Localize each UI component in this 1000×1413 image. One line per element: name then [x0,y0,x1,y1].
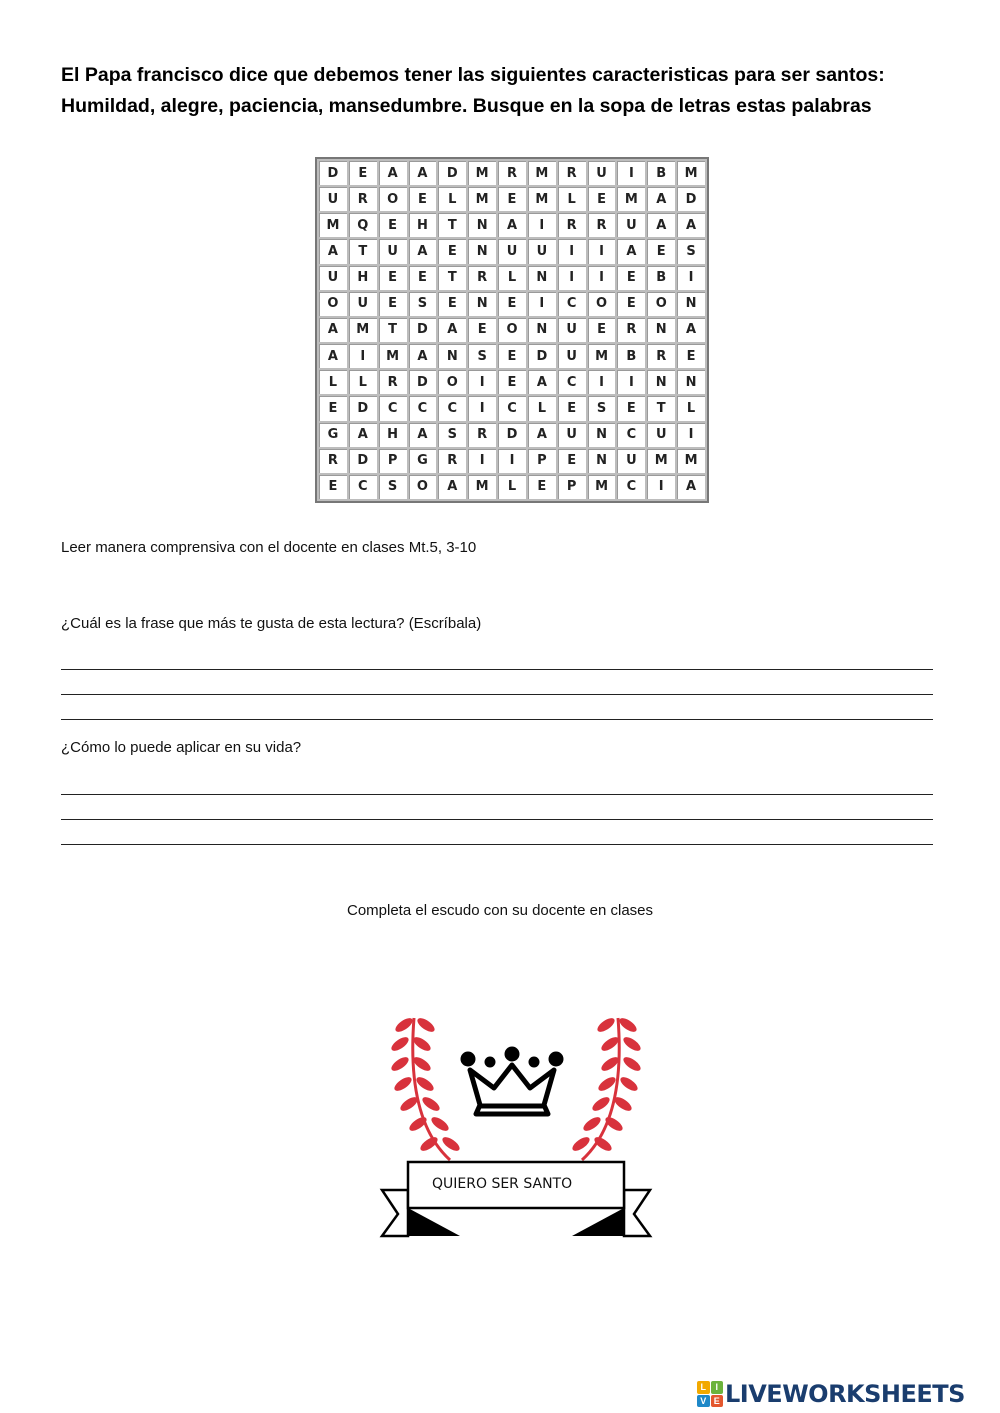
grid-cell[interactable]: T [438,266,466,290]
grid-cell[interactable]: R [498,161,526,185]
grid-cell[interactable]: C [617,423,645,447]
grid-cell[interactable]: E [558,396,586,420]
grid-cell[interactable]: C [498,396,526,420]
grid-cell[interactable]: A [409,239,437,263]
grid-cell[interactable]: O [379,187,407,211]
logo-letter: E [711,1395,724,1408]
grid-cell[interactable]: T [647,396,675,420]
grid-cell[interactable]: M [468,161,496,185]
grid-cell[interactable]: A [349,423,377,447]
banner-ribbon [382,1162,650,1236]
grid-cell[interactable]: Q [349,213,377,237]
grid-cell[interactable]: A [677,318,705,342]
grid-cell[interactable]: I [468,396,496,420]
grid-cell[interactable]: D [677,187,705,211]
grid-cell[interactable]: M [588,344,616,368]
grid-cell[interactable]: O [319,292,347,316]
grid-cell[interactable]: E [498,187,526,211]
grid-cell[interactable]: E [468,318,496,342]
grid-cell[interactable]: O [409,475,437,499]
grid-cell[interactable]: I [617,370,645,394]
grid-cell[interactable]: R [558,161,586,185]
grid-cell[interactable]: I [558,266,586,290]
grid-cell[interactable]: N [468,292,496,316]
grid-cell[interactable]: O [498,318,526,342]
grid-cell[interactable]: M [319,213,347,237]
grid-cell[interactable]: A [617,239,645,263]
grid-cell[interactable]: R [319,449,347,473]
grid-cell[interactable]: U [558,318,586,342]
grid-cell[interactable]: U [319,187,347,211]
grid-cell[interactable]: C [349,475,377,499]
grid-cell[interactable]: A [647,213,675,237]
grid-cell[interactable]: A [409,344,437,368]
grid-cell[interactable]: R [558,213,586,237]
grid-cell[interactable]: M [528,187,556,211]
grid-cell[interactable]: L [528,396,556,420]
laurel-leaf [389,1055,411,1074]
grid-cell[interactable]: T [349,239,377,263]
word-search-puzzle [315,157,709,503]
grid-cell[interactable]: E [319,396,347,420]
question-favorite-phrase: ¿Cuál es la frase que más te gusta de esta lectura? (Escríbala) [61,615,482,632]
shield-instruction: Completa el escudo con su docente en clases [346,902,654,919]
grid-cell[interactable]: R [379,370,407,394]
grid-cell[interactable]: T [438,213,466,237]
laurel-leaf [621,1055,643,1074]
grid-cell[interactable]: S [438,423,466,447]
laurel-leaf [617,1016,639,1035]
grid-cell[interactable]: E [647,239,675,263]
grid-cell[interactable]: E [617,396,645,420]
grid-cell[interactable]: E [379,213,407,237]
laurel-leaf [618,1075,640,1094]
grid-cell[interactable]: N [647,318,675,342]
grid-cell[interactable]: L [349,370,377,394]
grid-cell[interactable]: H [379,423,407,447]
right-laurel-icon [570,1016,643,1160]
grid-cell[interactable]: U [379,239,407,263]
grid-cell[interactable]: U [647,423,675,447]
laurel-leaf [393,1016,415,1035]
grid-cell[interactable]: I [588,370,616,394]
grid-cell[interactable]: R [468,266,496,290]
grid-cell[interactable]: U [588,161,616,185]
grid-cell[interactable]: E [498,292,526,316]
laurel-leaf [581,1115,603,1134]
instructions-line-2: Humildad, alegre, paciencia, mansedumbre. Busque en la sopa de letras estas palabras [61,95,872,117]
grid-cell[interactable]: S [409,292,437,316]
grid-cell[interactable]: C [617,475,645,499]
grid-cell[interactable]: I [588,266,616,290]
grid-cell[interactable]: P [558,475,586,499]
laurel-leaf [389,1035,411,1054]
grid-cell[interactable]: S [468,344,496,368]
grid-cell[interactable]: B [647,266,675,290]
logo-letter: L [697,1381,710,1394]
instructions-line-1: El Papa francisco dice que debemos tener las siguientes caracteristicas para ser santos: [61,64,885,86]
grid-cell[interactable]: U [528,239,556,263]
grid-cell[interactable]: E [617,292,645,316]
answer-line[interactable] [61,819,933,820]
grid-cell[interactable]: U [558,344,586,368]
grid-cell[interactable]: R [588,213,616,237]
grid-cell[interactable]: H [409,213,437,237]
laurel-leaf [570,1135,592,1154]
grid-cell[interactable]: N [468,239,496,263]
grid-cell[interactable]: R [647,344,675,368]
grid-cell[interactable]: U [558,423,586,447]
grid-cell[interactable]: M [677,161,705,185]
left-laurel-icon [389,1016,462,1160]
grid-cell[interactable]: M [468,187,496,211]
grid-cell[interactable]: R [617,318,645,342]
grid-cell[interactable]: E [498,370,526,394]
laurel-leaf [595,1016,617,1035]
grid-cell[interactable]: S [379,475,407,499]
grid-cell[interactable]: N [528,266,556,290]
grid-cell[interactable]: M [528,161,556,185]
answer-line[interactable] [61,844,933,845]
grid-cell[interactable]: A [409,423,437,447]
grid-cell[interactable]: I [468,449,496,473]
grid-cell[interactable]: P [528,449,556,473]
grid-cell[interactable]: U [617,213,645,237]
grid-cell[interactable]: N [528,318,556,342]
grid-cell[interactable]: I [588,239,616,263]
grid-cell[interactable]: C [438,396,466,420]
grid-cell[interactable]: R [468,423,496,447]
grid-cell[interactable]: H [349,266,377,290]
grid-cell[interactable]: D [438,161,466,185]
grid-cell[interactable]: E [319,475,347,499]
grid-cell[interactable]: D [319,161,347,185]
grid-cell[interactable]: C [558,370,586,394]
grid-cell[interactable]: D [528,344,556,368]
grid-cell[interactable]: L [438,187,466,211]
grid-cell[interactable]: M [468,475,496,499]
laurel-leaf [599,1035,621,1054]
grid-cell[interactable]: P [379,449,407,473]
emblem-graphic [378,1010,654,1242]
grid-cell[interactable]: M [588,475,616,499]
grid-cell[interactable]: S [677,239,705,263]
logo-letter: I [711,1381,724,1394]
grid-cell[interactable]: E [528,475,556,499]
grid-cell[interactable]: A [319,318,347,342]
grid-cell[interactable]: G [409,449,437,473]
laurel-leaf [621,1035,643,1054]
grid-cell[interactable]: R [438,449,466,473]
answer-line[interactable] [61,794,933,795]
grid-cell[interactable]: E [349,161,377,185]
grid-cell[interactable]: L [498,475,526,499]
grid-cell[interactable]: A [319,344,347,368]
grid-cell[interactable]: E [558,449,586,473]
reading-instruction: Leer manera comprensiva con el docente en clases Mt.5, 3-10 [61,539,477,556]
grid-cell[interactable]: D [498,423,526,447]
word-search-grid [319,161,705,499]
grid-cell[interactable]: N [468,213,496,237]
grid-cell[interactable]: S [588,396,616,420]
grid-cell[interactable]: O [588,292,616,316]
grid-cell[interactable]: E [677,344,705,368]
liveworksheets-brand[interactable] [697,1377,995,1411]
grid-cell[interactable]: I [498,449,526,473]
laurel-leaf [590,1095,612,1114]
grid-cell[interactable]: R [349,187,377,211]
instructions-heading [61,60,941,122]
laurel-leaf [392,1075,414,1094]
grid-cell[interactable]: E [498,344,526,368]
grid-cell[interactable]: O [647,292,675,316]
grid-cell[interactable]: I [677,266,705,290]
question-apply-life: ¿Cómo lo puede aplicar en su vida? [61,739,302,756]
grid-cell[interactable]: A [379,161,407,185]
saint-emblem [378,1010,654,1242]
grid-cell[interactable]: I [468,370,496,394]
brand-name: LIVEWORKSHEETS [725,1380,965,1408]
grid-cell[interactable]: N [438,344,466,368]
grid-cell[interactable]: I [558,239,586,263]
grid-cell[interactable]: I [617,161,645,185]
grid-cell[interactable]: I [528,213,556,237]
grid-cell[interactable]: U [498,239,526,263]
grid-cell[interactable]: A [528,423,556,447]
grid-cell[interactable]: B [647,161,675,185]
grid-cell[interactable]: M [617,187,645,211]
grid-cell[interactable]: U [349,292,377,316]
grid-cell[interactable]: E [379,292,407,316]
laurel-leaf [415,1016,437,1035]
grid-cell[interactable]: I [528,292,556,316]
answer-line[interactable] [61,719,933,720]
grid-cell[interactable]: N [647,370,675,394]
grid-cell[interactable]: D [409,370,437,394]
grid-cell[interactable]: M [647,449,675,473]
grid-cell[interactable]: M [677,449,705,473]
grid-cell[interactable]: L [677,396,705,420]
grid-cell[interactable]: A [319,239,347,263]
grid-cell[interactable]: E [409,266,437,290]
grid-cell[interactable]: A [647,187,675,211]
grid-cell[interactable]: E [617,266,645,290]
grid-cell[interactable]: U [617,449,645,473]
grid-cell[interactable]: N [588,449,616,473]
laurel-leaf [411,1035,433,1054]
grid-cell[interactable]: T [379,318,407,342]
grid-cell[interactable]: D [349,449,377,473]
laurel-leaf [440,1135,462,1154]
grid-cell[interactable]: L [558,187,586,211]
grid-cell[interactable]: I [349,344,377,368]
grid-cell[interactable]: A [438,475,466,499]
grid-cell[interactable]: A [677,475,705,499]
grid-cell[interactable]: A [409,161,437,185]
grid-cell[interactable]: E [588,318,616,342]
grid-cell[interactable]: I [647,475,675,499]
grid-cell[interactable]: C [409,396,437,420]
answer-line[interactable] [61,669,933,670]
grid-cell[interactable]: A [438,318,466,342]
grid-cell[interactable]: E [409,187,437,211]
grid-cell[interactable]: E [438,239,466,263]
banner-text: QUIERO SER SANTO [432,1176,573,1192]
grid-cell[interactable]: A [528,370,556,394]
logo-letter: V [697,1395,710,1408]
liveworksheets-logo-icon [697,1381,723,1407]
grid-cell[interactable]: D [349,396,377,420]
grid-cell[interactable]: C [558,292,586,316]
grid-cell[interactable]: I [677,423,705,447]
grid-cell[interactable]: E [379,266,407,290]
answer-line[interactable] [61,694,933,695]
laurel-leaf [420,1095,442,1114]
laurel-leaf [429,1115,451,1134]
grid-cell[interactable]: N [677,370,705,394]
grid-cell[interactable]: M [379,344,407,368]
grid-cell[interactable]: B [617,344,645,368]
grid-cell[interactable]: E [588,187,616,211]
grid-cell[interactable]: C [379,396,407,420]
crown-icon [463,1049,561,1114]
grid-cell[interactable]: O [438,370,466,394]
grid-cell[interactable]: A [677,213,705,237]
grid-cell[interactable]: M [349,318,377,342]
grid-cell[interactable]: A [498,213,526,237]
grid-cell[interactable]: L [498,266,526,290]
grid-cell[interactable]: D [409,318,437,342]
grid-cell[interactable]: G [319,423,347,447]
grid-cell[interactable]: U [319,266,347,290]
grid-cell[interactable]: N [677,292,705,316]
grid-cell[interactable]: E [438,292,466,316]
grid-cell[interactable]: N [588,423,616,447]
grid-cell[interactable]: L [319,370,347,394]
